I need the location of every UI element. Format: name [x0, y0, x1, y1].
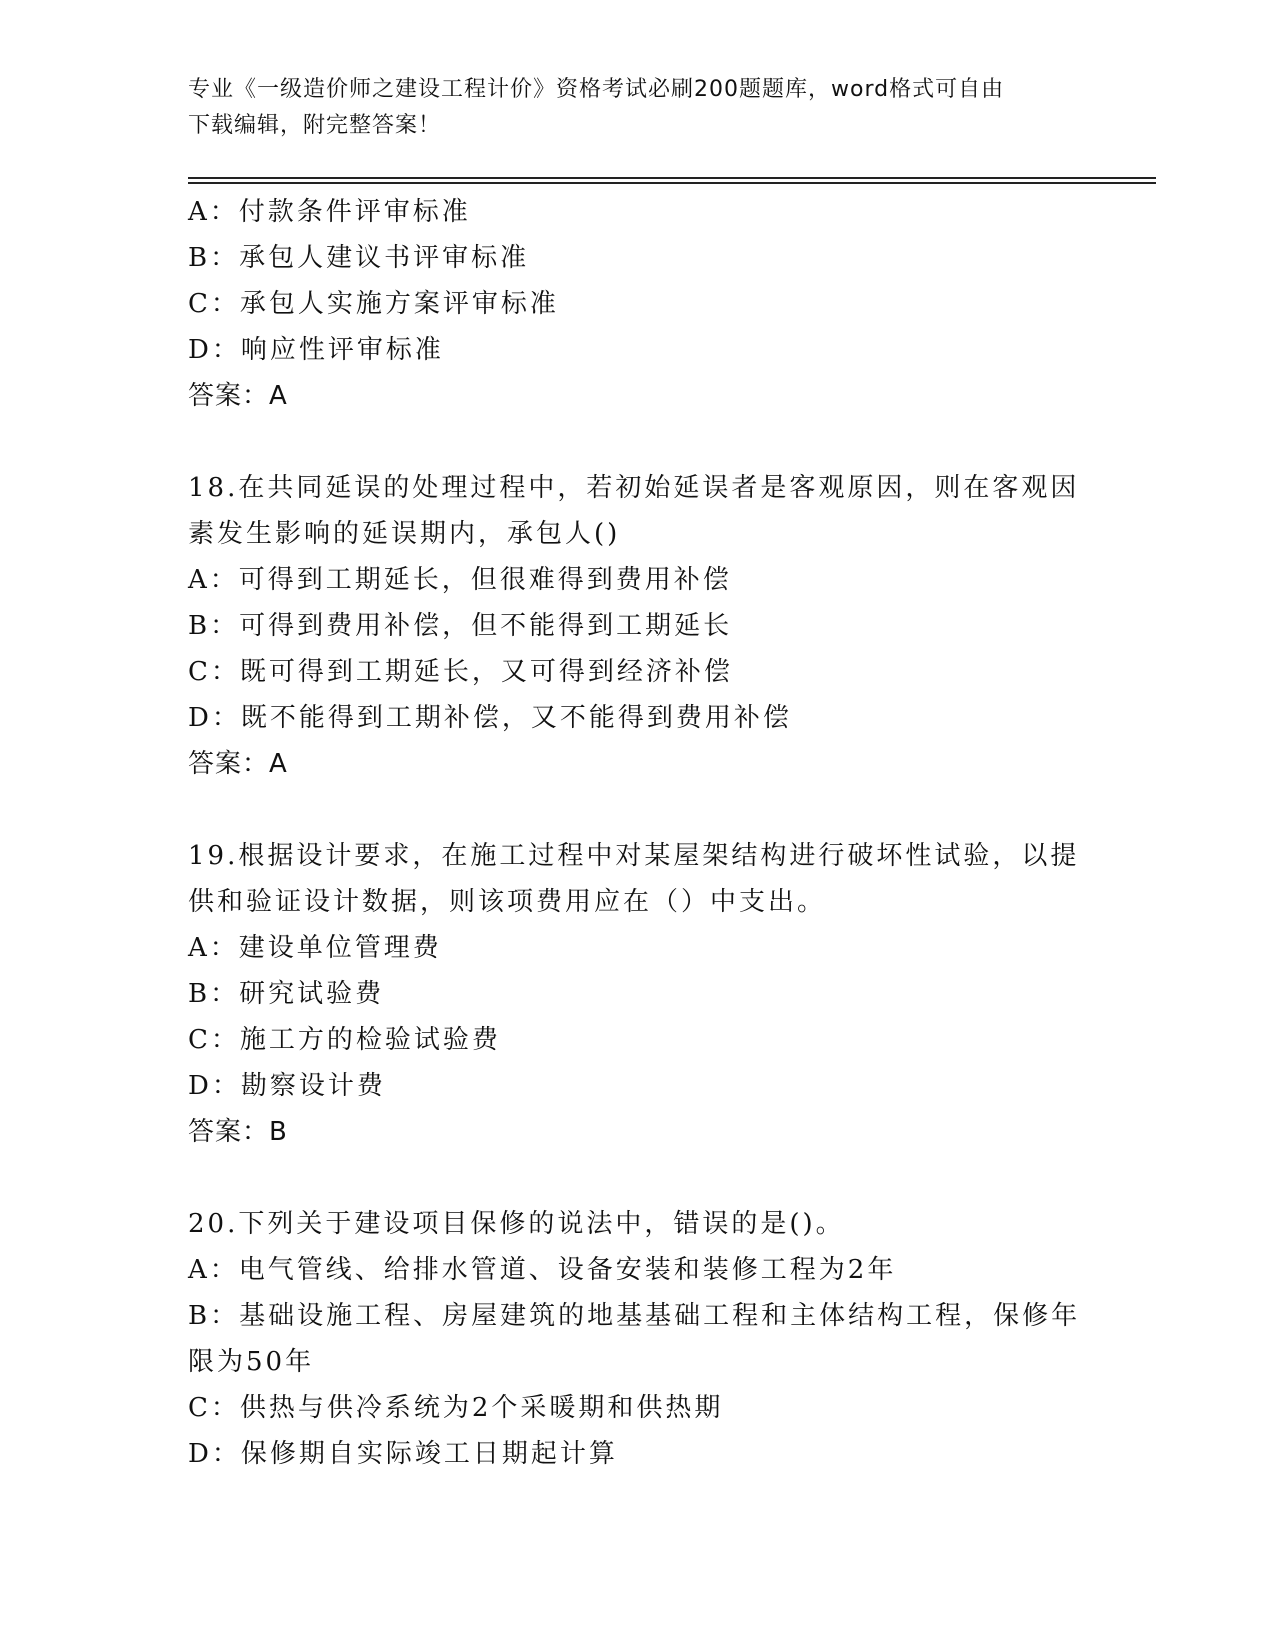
option-c: C：施工方的检验试验费: [188, 1025, 501, 1055]
header-line-1: 专业《一级造价师之建设工程计价》资格考试必刷200题题库，word格式可自由: [188, 77, 1005, 102]
question-19: [188, 833, 1088, 1155]
option-b-line-1: B：基础设施工程、房屋建筑的地基基础工程和主体结构工程，保修年: [188, 1301, 1081, 1331]
answer-line: 答案：A: [188, 749, 288, 779]
option-a: A：电气管线、给排水管道、设备安装和装修工程为2年: [188, 1255, 897, 1285]
question-stem-line-2: 素发生影响的延误期内，承包人(): [188, 519, 621, 549]
question-stem-line-1: 18.在共同延误的处理过程中，若初始延误者是客观原因，则在客观因: [188, 473, 1080, 503]
spacer: [188, 1155, 1088, 1201]
option-d: D：响应性评审标准: [188, 335, 444, 365]
option-a: A：付款条件评审标准: [188, 197, 471, 227]
question-17: [188, 189, 1088, 419]
option-b: B：研究试验费: [188, 979, 385, 1009]
answer-line: 答案：A: [188, 381, 288, 411]
question-18: [188, 465, 1088, 787]
question-stem-line-1: 20.下列关于建设项目保修的说法中，错误的是()。: [188, 1209, 845, 1239]
option-c: C：供热与供冷系统为2个采暖期和供热期: [188, 1393, 724, 1423]
header-line-2: 下载编辑，附完整答案！: [188, 113, 442, 138]
option-d: D：既不能得到工期补偿，又不能得到费用补偿: [188, 703, 792, 733]
answer-line: 答案：B: [188, 1117, 288, 1147]
header-divider-bottom: [188, 182, 1156, 184]
question-20: [188, 1201, 1088, 1477]
option-d: D：保修期自实际竣工日期起计算: [188, 1439, 618, 1469]
spacer: [188, 787, 1088, 833]
question-list: [188, 189, 1088, 1477]
option-a: A：建设单位管理费: [188, 933, 442, 963]
option-d: D：勘察设计费: [188, 1071, 386, 1101]
question-stem-line-1: 19.根据设计要求，在施工过程中对某屋架结构进行破坏性试验，以提: [188, 841, 1080, 871]
option-b: B：可得到费用补偿，但不能得到工期延长: [188, 611, 733, 641]
question-stem-line-2: 供和验证设计数据，则该项费用应在（）中支出。: [188, 887, 827, 917]
header-divider-top: [188, 177, 1156, 179]
spacer: [188, 419, 1088, 465]
document-header: [188, 72, 1088, 144]
option-b: B：承包人建议书评审标准: [188, 243, 530, 273]
option-a: A：可得到工期延长，但很难得到费用补偿: [188, 565, 732, 595]
option-c: C：承包人实施方案评审标准: [188, 289, 559, 319]
option-c: C：既可得到工期延长，又可得到经济补偿: [188, 657, 733, 687]
option-b-line-2: 限为50年: [188, 1347, 315, 1377]
